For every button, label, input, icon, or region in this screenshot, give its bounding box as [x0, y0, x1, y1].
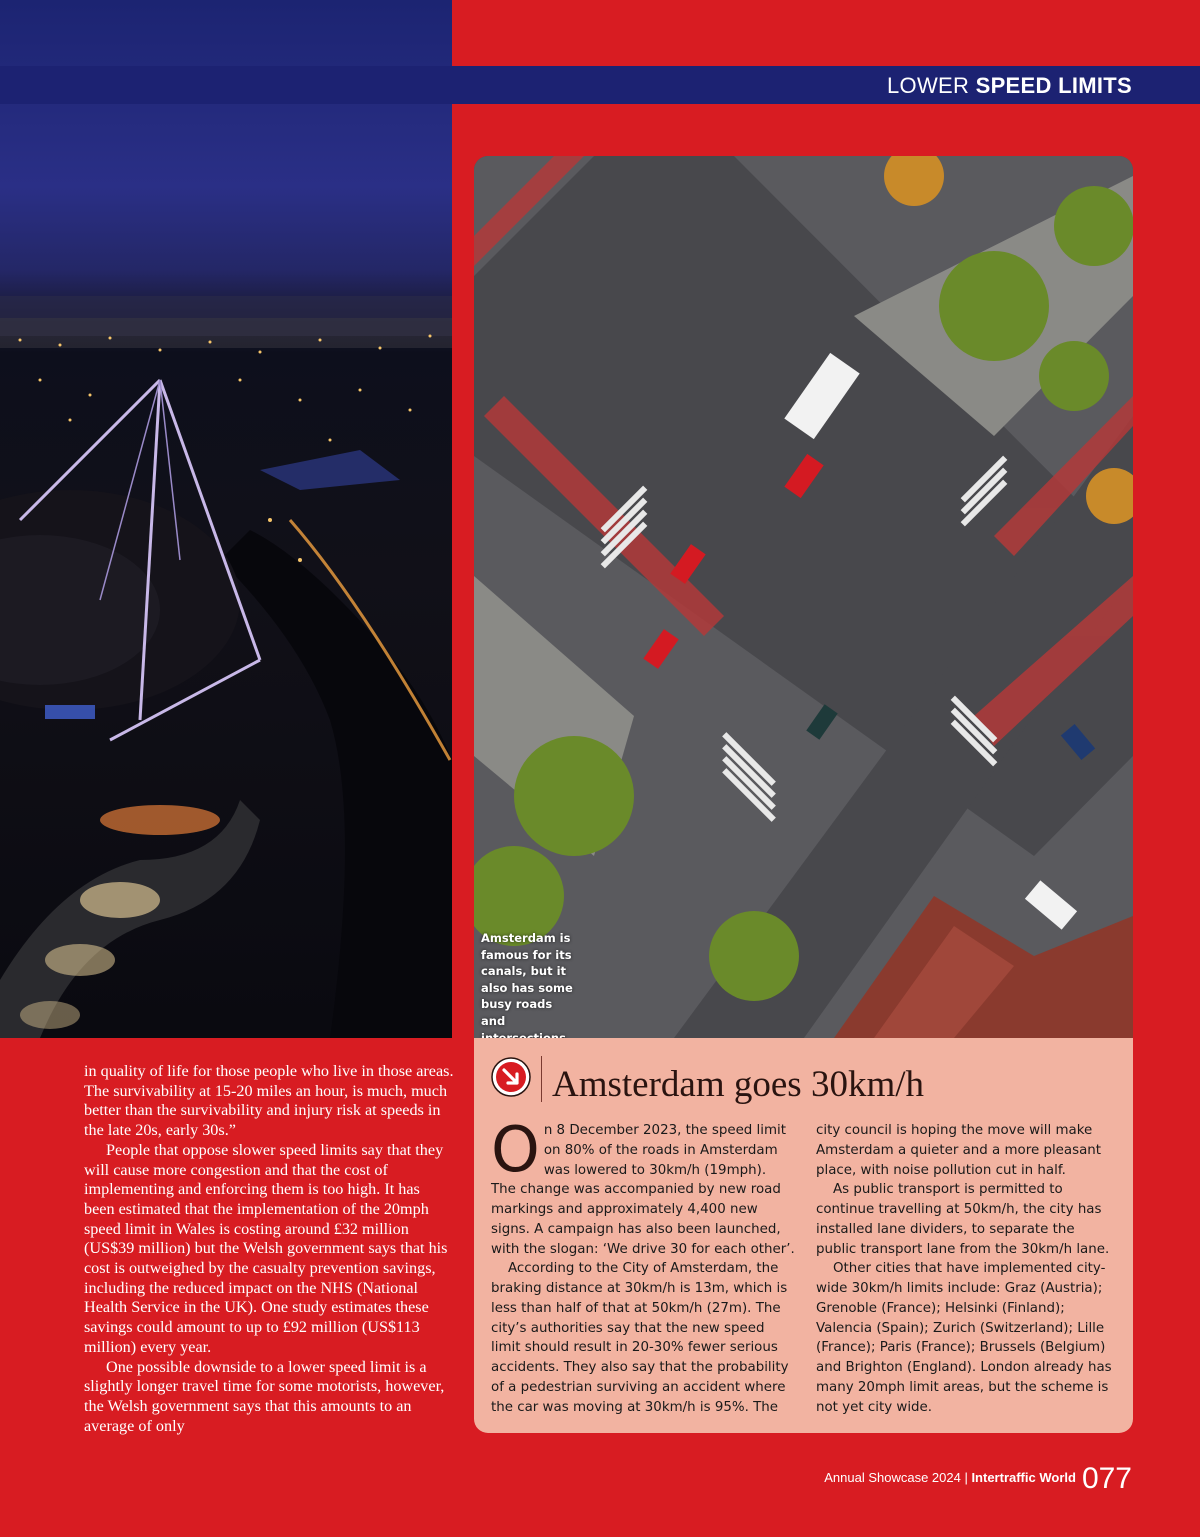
article-paragraph: One possible downside to a lower speed limit is a slightly longer travel time for some motorists, however, the Welsh government says that this amounts to an average of only: [84, 1357, 445, 1435]
dropcap: O: [491, 1113, 540, 1186]
box-paragraph-text: n 8 December 2023, the speed limit on 80% of the roads in Amsterdam was lowered to 30km/h (19mph). The change was accompanied by new road markings and approximately 4,400 new signs. A campaign has also been launched, with the slogan: ‘We drive 30 for each other’.: [491, 1123, 795, 1257]
page-footer: [824, 1462, 1132, 1496]
box-paragraph: [491, 1113, 795, 1259]
night-city-stadium-photo: [0, 0, 452, 1038]
box-paragraph: As public transport is permitted to continue travelling at 50km/h, the city has installed lane dividers, to separate the public transport lane from the 30km/h lane.: [816, 1182, 1110, 1257]
section-title-bold: SPEED LIMITS: [975, 73, 1132, 98]
box-title: Amsterdam goes 30km/h: [552, 1064, 925, 1105]
section-title-light: LOWER: [887, 73, 976, 98]
article-paragraph: People that oppose slower speed limits say that they will cause more congestion and that the cost of implementing and enforcing them is too high. It has been estimated that the implementation of the 20mph speed limit in Wales is costing around £32 million (US$39 million) but the Welsh government says that his cost is outweighed by the casualty prevention savings, including the reduced impact on the NHS (National Health Service in the UK). One study estimates these savings could amount to up to £92 million (US$113 million) every year.: [84, 1140, 448, 1356]
photo-caption: Amsterdam is famous for its canals, but it also has some busy roads and: [481, 931, 573, 1028]
arrow-circle-icon: [491, 1057, 531, 1097]
box-column-1: [491, 1113, 795, 1417]
footer-publication: Annual Showcase 2024 |: [824, 1470, 972, 1485]
night-photo-drawing: [0, 0, 452, 1038]
article-body: [84, 1062, 454, 1436]
box-paragraph: According to the City of Amsterdam, the braking distance at 30km/h is 13m, which is less than half of that at 50km/h (27m). The city’s authorities say that the new speed limit should result in 20-30% fewer serious accidents. They also say that the probability of a pedestrian surviving an accident where the car was moving at 30km/h is 95%. The: [491, 1261, 789, 1415]
aerial-photo-drawing: [474, 156, 1133, 1038]
footer-brand: Intertraffic World: [971, 1470, 1076, 1485]
section-title: [887, 73, 1132, 99]
box-paragraph: Other cities that have implemented city-wide 30km/h limits include: Graz (Austria); Grenoble (France); Helsinki (Finland); Valencia (Spain); Zurich (Switzerland); Lille (France); Paris (France); Brussels (Belgium) and Brighton (England). London already has many 20mph limit areas, but the scheme is not yet city wide.: [816, 1261, 1112, 1415]
article-paragraph: in quality of life for those people who live in those areas. The survivability at 15-20 miles an hour, is much, much better than the survivability and injury risk at speeds in the late 20s, early 30s.”: [84, 1062, 454, 1140]
aerial-intersection-photo: [474, 156, 1133, 1038]
box-paragraph: city council is hoping the move will make Amsterdam a quieter and a more pleasant place, with noise pollution cut in half.: [816, 1123, 1102, 1178]
title-divider: [541, 1056, 542, 1102]
box-column-2: [816, 1121, 1118, 1417]
page-number: 077: [1081, 1462, 1132, 1495]
